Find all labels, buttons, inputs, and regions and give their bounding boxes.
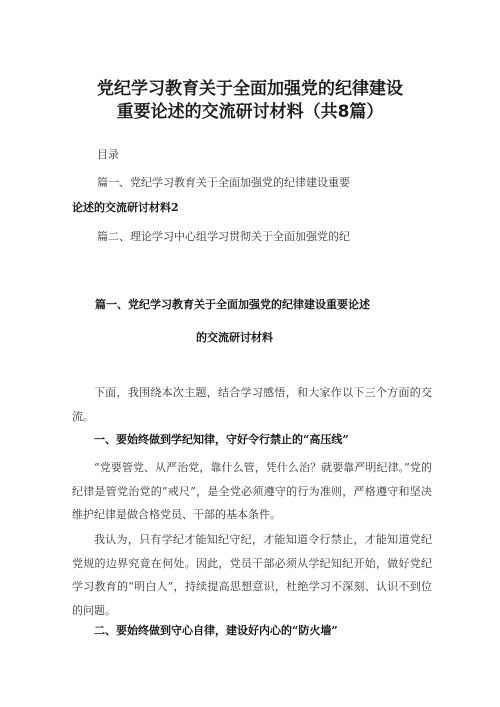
article-title-line-1: 篇一、党纪学习教育关于全面加强党的纪律建设重要论述 bbox=[95, 298, 370, 311]
toc-item-1-line-2[interactable]: 论述的交流研讨材料2 bbox=[72, 201, 179, 214]
section-1-paragraph-1: “党要管党、从严治党，靠什么管，凭什么治？就要靠严明纪律。”党的纪律是管党治党的“戒尺”，是全党必须遵守的行为准则，严格遵守和坚决维护纪律是做合格党员、干部的基本条件。 bbox=[72, 461, 432, 521]
toc-item-1-line-1[interactable]: 篇一、党纪学习教育关于全面加强党的纪律建设重要 bbox=[97, 176, 350, 189]
document-title-line-2: 重要论述的交流研讨材料（共8篇） bbox=[116, 102, 384, 122]
toc-heading: 目录 bbox=[97, 148, 119, 161]
document-title-line-1: 党纪学习教育关于全面加强党的纪律建设 bbox=[97, 79, 403, 99]
toc-item-2[interactable]: 篇二、理论学习中心组学习贯彻关于全面加强党的纪 bbox=[97, 230, 350, 243]
document-title bbox=[40, 78, 460, 124]
section-2-heading: 二、要始终做到守心自律，建设好内心的“防火墙” bbox=[94, 624, 338, 637]
article-title-line-2: 的交流研讨材料 bbox=[196, 331, 273, 344]
intro-paragraph: 下面，我围绕本次主题，结合学习感悟，和大家作以下三个方面的交流。 bbox=[72, 386, 432, 423]
section-1-paragraph-2: 我认为，只有学纪才能知纪守纪，才能知道令行禁止，才能知道党纪党规的边界究竟在何处。因此，党员干部必须从学纪知纪开始，做好党纪学习教育的“明白人”，持续提高思想意识，杜绝学习不深刻、认识不到位的问题。 bbox=[72, 533, 432, 617]
section-1-heading: 一、要始终做到学纪知律，守好令行禁止的“高压线” bbox=[94, 433, 349, 446]
